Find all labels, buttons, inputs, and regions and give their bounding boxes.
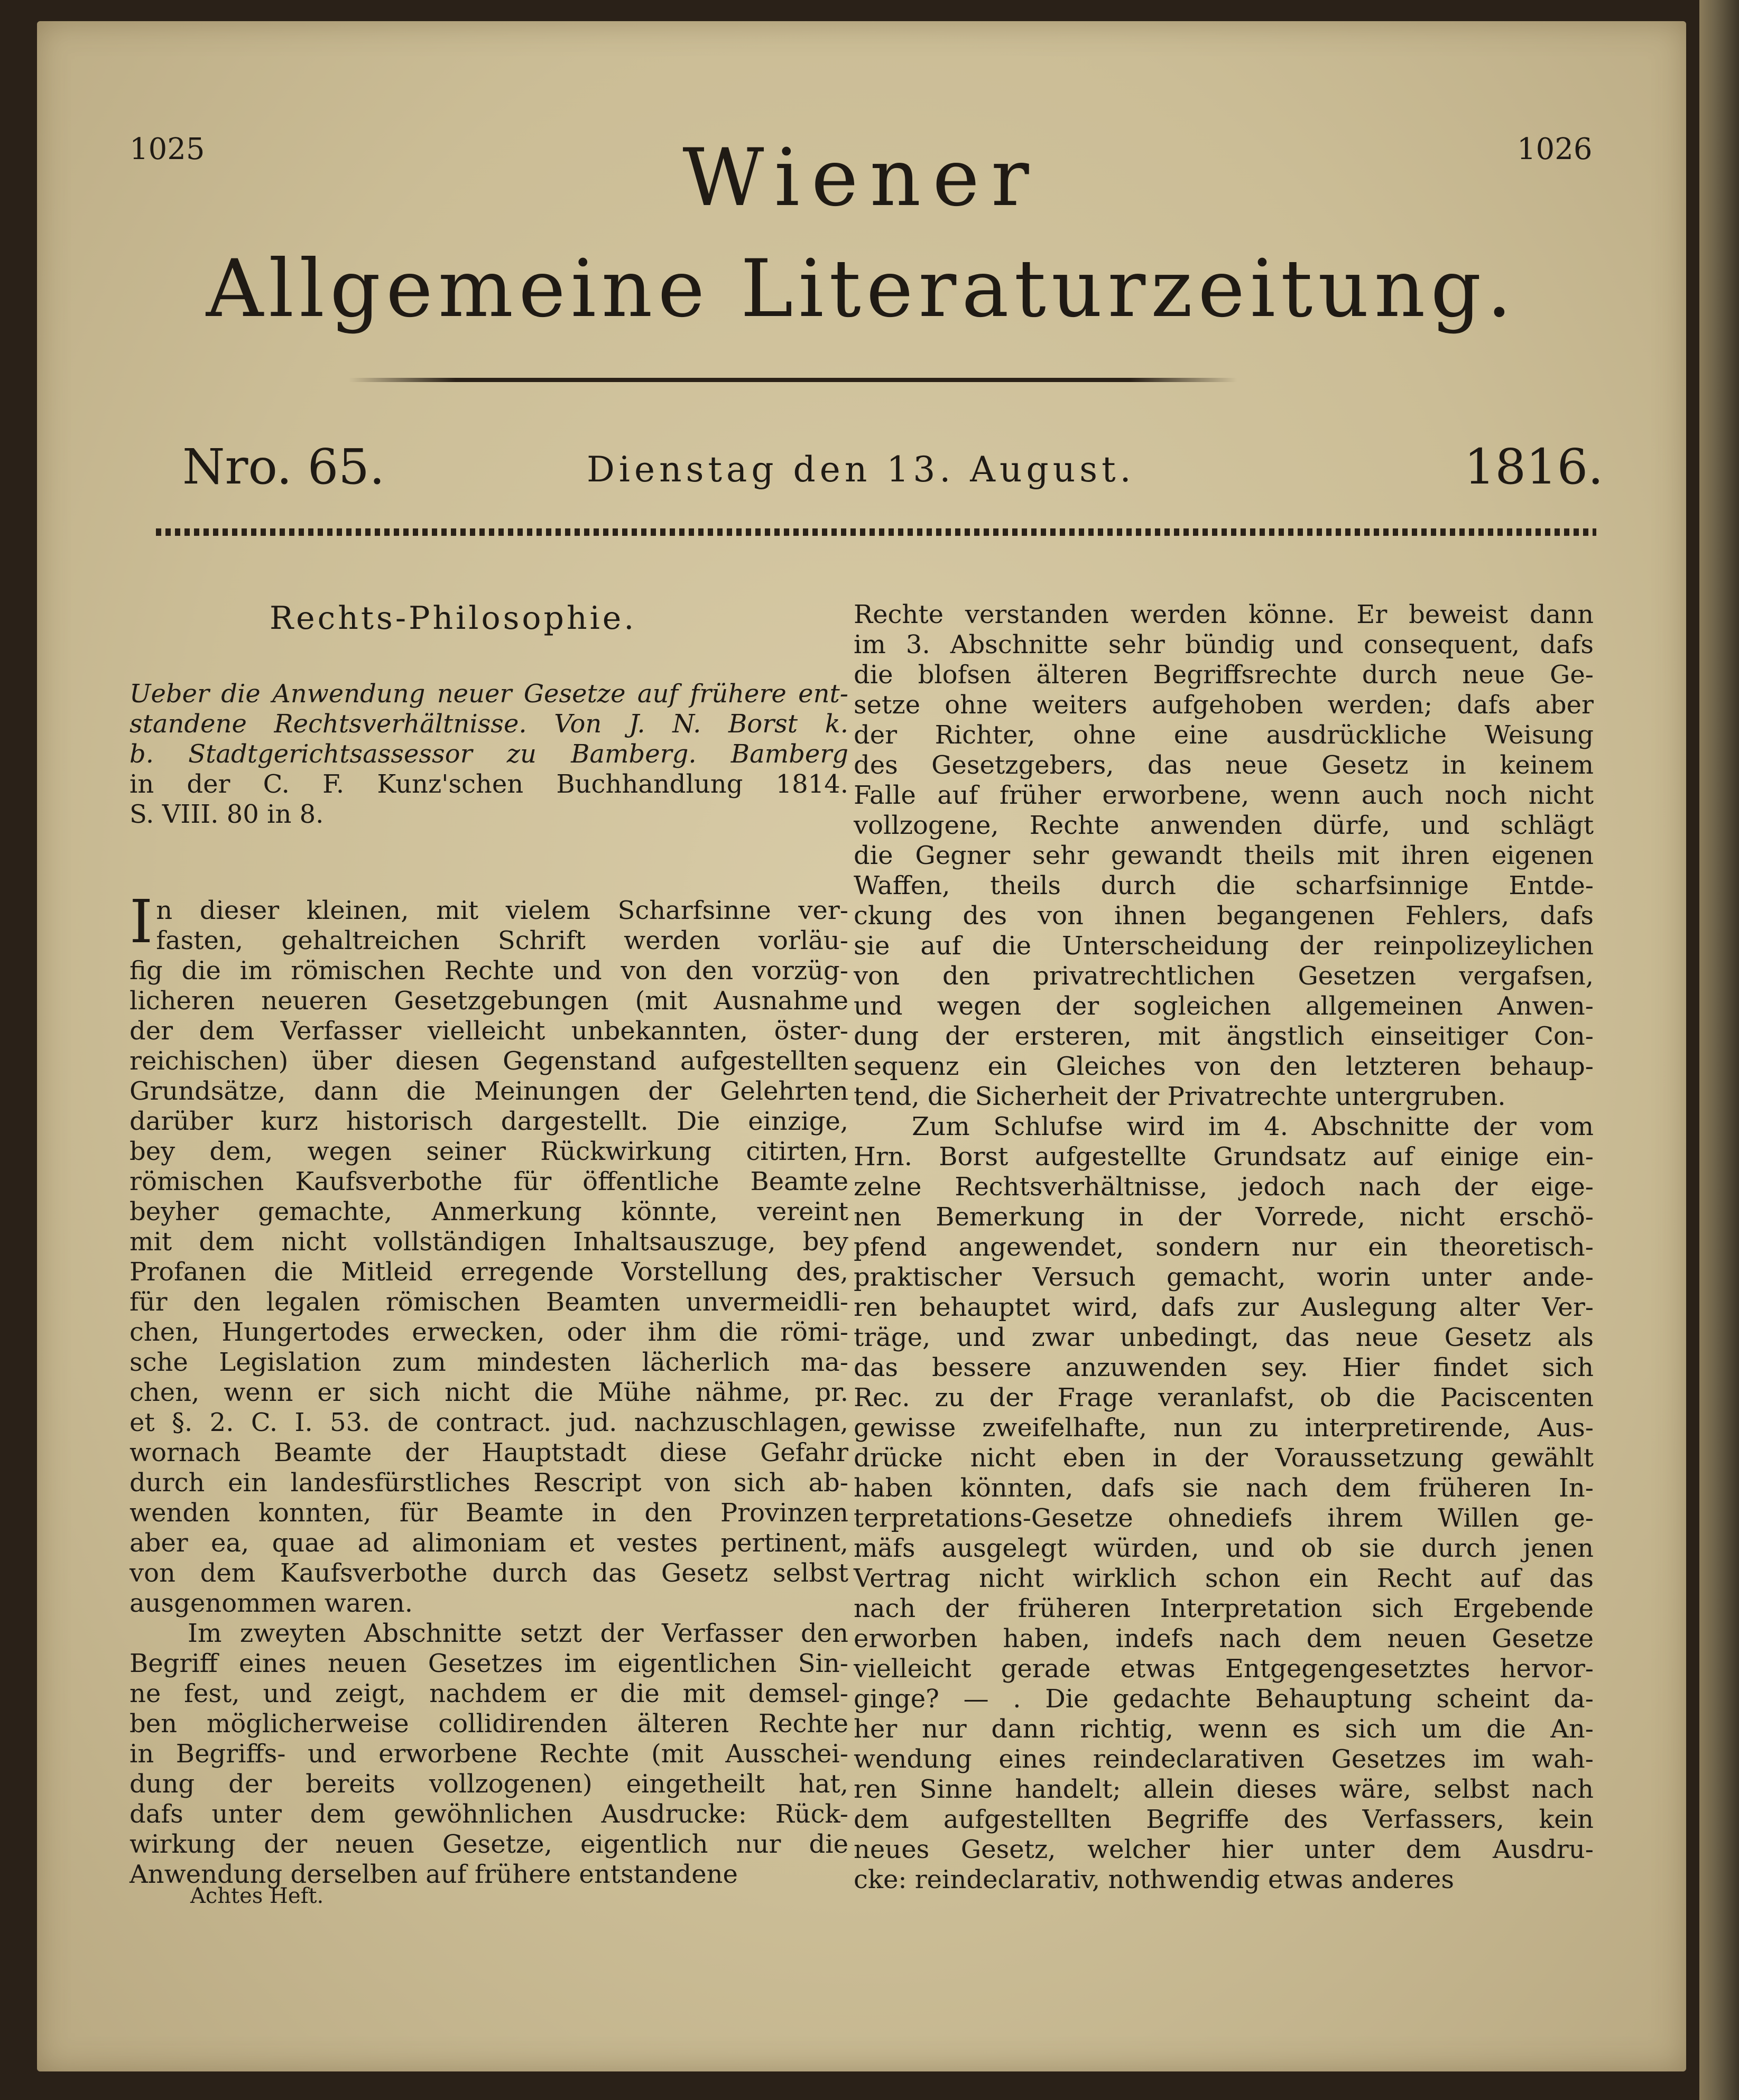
text-line: mit dem nicht vollständigen Inhaltsauszuge, bey: [130, 1227, 848, 1257]
text-line: ne fest, und zeigt, nachdem er die mit demsel-: [130, 1679, 848, 1708]
text-line: und wegen der sogleichen allgemeinen Anwen-: [854, 991, 1594, 1021]
text-line: Vertrag nicht wirklich schon ein Recht auf das: [854, 1564, 1594, 1593]
issue-year: 1816.: [1464, 439, 1604, 495]
text-line: gewisse zweifelhafte, nun zu interpretirende, Aus-: [854, 1413, 1594, 1443]
text-line: von den privatrechtlichen Gesetzen vergafsen,: [854, 961, 1594, 991]
text-line: darüber kurz historisch dargestellt. Die einzige,: [130, 1107, 848, 1136]
text-line: ren behauptet wird, dafs zur Auslegung alter Ver-: [854, 1293, 1594, 1322]
text-line: drücke nicht eben in der Voraussetzung gewählt: [854, 1443, 1594, 1473]
text-line: ausgenommen waren.: [130, 1588, 413, 1618]
text-line: beyher gemachte, Anmerkung könnte, vereint: [130, 1197, 848, 1226]
text-line: des Gesetzgebers, das neue Gesetz in keinem: [854, 750, 1594, 780]
text-line: her nur dann richtig, wenn es sich um die An-: [854, 1714, 1594, 1744]
text-line: fig die im römischen Rechte und von den vorzüg-: [130, 956, 848, 986]
text-line: setze ohne weiters aufgehoben werden; dafs aber: [854, 690, 1594, 720]
text-line: dung der ersteren, mit ängstlich einseitiger Con-: [854, 1021, 1594, 1051]
text-line: ren Sinne handelt; allein dieses wäre, selbst nach: [854, 1774, 1594, 1804]
text-line: nach der früheren Interpretation sich Ergebende: [854, 1594, 1594, 1623]
text-line: chen, Hungertodes erwecken, oder ihm die römi-: [130, 1317, 848, 1347]
page-number-left: 1025: [130, 132, 205, 166]
text-line: haben könnten, dafs sie nach dem früheren In-: [854, 1473, 1594, 1503]
text-line: Begriff eines neuen Gesetzes im eigentlichen Sin-: [130, 1649, 848, 1678]
text-line: erworben haben, indefs nach dem neuen Gesetze: [854, 1624, 1594, 1653]
text-line: römischen Kaufsverbothe für öffentliche Beamte: [130, 1167, 848, 1196]
ornamental-divider: [156, 528, 1596, 536]
left-column-text: [130, 888, 848, 1890]
text-line: dung der bereits vollzogenen) eingetheilt hat,: [130, 1769, 848, 1799]
text-line: bey dem, wegen seiner Rückwirkung citirten,: [130, 1137, 848, 1166]
masthead-title-line1: Wiener: [682, 132, 1041, 224]
text-line: die blofsen älteren Begriffsrechte durch neue Ge-: [854, 660, 1594, 690]
text-line: et §. 2. C. I. 53. de contract. jud. nachzuschlagen,: [130, 1408, 848, 1437]
text-line: zelne Rechtsverhältnisse, jedoch nach der eige-: [854, 1172, 1594, 1202]
text-line: Rec. zu der Frage veranlafst, ob die Paciscenten: [854, 1383, 1594, 1413]
text-line: aber ea, quae ad alimoniam et vestes pertinent,: [130, 1528, 848, 1558]
newspaper-page: [37, 21, 1686, 2071]
text-line: im 3. Abschnitte sehr bündig und consequent, dafs: [854, 630, 1594, 659]
text-line: pfend angewendet, sondern nur ein theoretisch-: [854, 1232, 1594, 1262]
text-line: Falle auf früher erworbene, wenn auch noch nicht: [854, 780, 1594, 810]
text-line: wendung eines reindeclarativen Gesetzes im wah-: [854, 1744, 1594, 1774]
text-line: terpretations-Gesetze ohnediefs ihrem Willen ge-: [854, 1503, 1594, 1533]
text-line: n dieser kleinen, mit vielem Scharfsinne ver-: [156, 896, 848, 925]
reference-line: standene Rechtsverhältnisse. Von J. N. Borst k.: [130, 709, 848, 739]
text-line: Hrn. Borst aufgestellte Grundsatz auf einige ein-: [854, 1142, 1594, 1172]
text-line: Im zweyten Abschnitte setzt der Verfasser den: [188, 1619, 848, 1648]
book-reference: [130, 679, 848, 830]
text-line: neues Gesetz, welcher hier unter dem Ausdru-: [854, 1835, 1594, 1864]
masthead-title-line2: Allgemeine Literaturzeitung.: [206, 243, 1518, 335]
text-line: vollzogene, Rechte anwenden dürfe, und schlägt: [854, 811, 1594, 840]
text-line: dem aufgestellten Begriffe des Verfassers, kein: [854, 1805, 1594, 1834]
drop-cap: I: [130, 888, 153, 956]
text-line: träge, und zwar unbedingt, das neue Gesetz als: [854, 1323, 1594, 1352]
reference-line: in der C. F. Kunz'schen Buchhandlung 1814.: [130, 769, 848, 799]
section-title: Rechts-Philosophie.: [270, 600, 637, 637]
issue-number: Nro. 65.: [182, 439, 385, 495]
text-line: praktischer Versuch gemacht, worin unter ande-: [854, 1262, 1594, 1292]
text-line: mäfs ausgelegt würden, und ob sie durch jenen: [854, 1534, 1594, 1563]
text-line: wenden konnten, für Beamte in den Provinzen: [130, 1498, 848, 1528]
text-line: Waffen, theils durch die scharfsinnige Entde-: [854, 871, 1594, 900]
text-line: vielleicht gerade etwas Entgegengesetztes hervor-: [854, 1654, 1594, 1684]
text-line: Anwendung derselben auf frühere entstandene: [130, 1860, 738, 1889]
text-line: ben möglicherweise collidirenden älteren Rechte: [130, 1709, 848, 1739]
reference-line: S. VIII. 80 in 8.: [130, 800, 324, 829]
text-line: wornach Beamte der Hauptstadt diese Gefahr: [130, 1438, 848, 1467]
text-line: von dem Kaufsverbothe durch das Gesetz selbst: [130, 1558, 848, 1588]
reference-line: Ueber die Anwendung neuer Gesetze auf frühere ent-: [130, 679, 848, 709]
text-line: tend, die Sicherheit der Privatrechte untergruben.: [854, 1082, 1506, 1111]
text-line: dafs unter dem gewöhnlichen Ausdrucke: Rück-: [130, 1799, 848, 1829]
issue-date: Dienstag den 13. August.: [587, 449, 1135, 490]
text-line: licheren neueren Gesetzgebungen (mit Ausnahme: [130, 986, 848, 1016]
text-line: sie auf die Unterscheidung der reinpolizeylichen: [854, 931, 1594, 961]
text-line: nen Bemerkung in der Vorrede, nicht erschö-: [854, 1202, 1594, 1232]
text-line: Zum Schlufse wird im 4. Abschnitte der vom: [912, 1112, 1594, 1141]
text-line: ginge? — . Die gedachte Behauptung scheint da-: [854, 1684, 1594, 1714]
text-line: fasten, gehaltreichen Schrift werden vorläu-: [156, 926, 848, 955]
text-line: der Richter, ohne eine ausdrückliche Weisung: [854, 720, 1594, 750]
text-line: chen, wenn er sich nicht die Mühe nähme, pr.: [130, 1378, 848, 1407]
text-line: ckung des von ihnen begangenen Fehlers, dafs: [854, 901, 1594, 931]
text-line: der dem Verfasser vielleicht unbekannten, öster-: [130, 1016, 848, 1046]
page-number-right: 1026: [1517, 132, 1593, 166]
text-line: Grundsätze, dann die Meinungen der Gelehrten: [130, 1076, 848, 1106]
text-line: wirkung der neuen Gesetze, eigentlich nur die: [130, 1829, 848, 1859]
text-line: reichischen) über diesen Gegenstand aufgestellten: [130, 1046, 848, 1076]
text-line: sche Legislation zum mindesten lächerlich ma-: [130, 1348, 848, 1377]
text-line: das bessere anzuwenden sey. Hier findet sich: [854, 1353, 1594, 1382]
text-line: cke: reindeclarativ, nothwendig etwas anderes: [854, 1865, 1454, 1894]
text-line: Rechte verstanden werden könne. Er beweist dann: [854, 600, 1594, 629]
text-line: sequenz ein Gleiches von den letzteren behaup-: [854, 1052, 1594, 1081]
text-line: die Gegner sehr gewandt theils mit ihren eigenen: [854, 841, 1594, 870]
book-edge: [1699, 0, 1739, 2100]
footer-signature: Achtes Heft.: [190, 1884, 324, 1908]
text-line: Profanen die Mitleid erregende Vorstellung des,: [130, 1257, 848, 1287]
text-line: für den legalen römischen Beamten unvermeidli-: [130, 1287, 848, 1317]
text-line: durch ein landesfürstliches Rescript von sich ab-: [130, 1468, 848, 1498]
right-column-text: [854, 600, 1594, 1895]
text-line: in Begriffs- und erworbene Rechte (mit Ausschei-: [130, 1739, 848, 1769]
masthead-rule: [349, 378, 1237, 382]
reference-line: b. Stadtgerichtsassessor zu Bamberg. Bamberg: [130, 739, 848, 769]
